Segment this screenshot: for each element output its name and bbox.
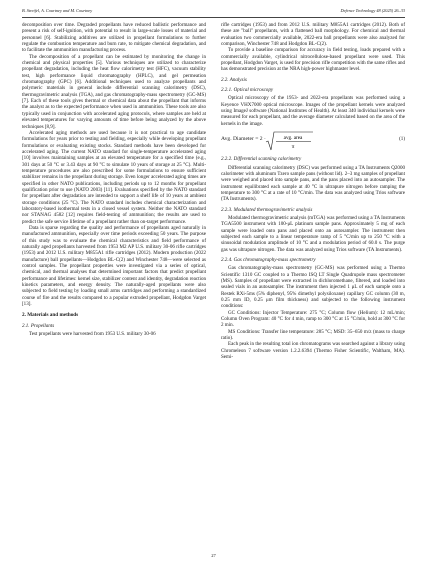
- paragraph: Test propellants were harvested from 1953 U.S. military 30-06: [29, 331, 156, 338]
- subsection-heading: 2.2.2. Differential scanning calorimetry: [221, 156, 302, 163]
- fraction-denominator: π: [291, 144, 295, 151]
- paragraph: Modulated thermogravimetric analysis (mTGA) was performed using a TA Instruments TGA5500 instrument with 100-μL platinum sample pans. Approximately 5 mg of each sample were loaded onto pans and placed onto an autosampler. The instrument then subjected each sample to a linear temperature ramp of 5 °C/min up to 250 °C with a sinusoidal modulation amplitude of 10 °C and a modulation period of 60.0 s. The purge gas was ultrapure nitrogen. The data was analyzed using Trios software (TA Instruments).: [221, 214, 405, 253]
- running-header: [22, 8, 405, 17]
- equation-lhs: Avg. Diameter = 2 ·: [221, 136, 266, 143]
- paragraph: decomposition over time. Degraded propellants have reduced ballistic performance and present a risk of self-ignition, with potential to result in large-scale losses of material and personnel [6]. Stabilizing additives are utilized in propellant formulations to further regulate the combustion temperature and burn rate, to mitigate chemical degradation, and to facilitate the ammunition manufacturing process.: [22, 22, 206, 54]
- paragraph: To provide a baseline comparison for accuracy in field testing, loads prepared with a commercially available, cylindrical nitrocellulose-based propellant were used. This propellant, Hodgdon Varget, is used for precision rifle competition with the same rifles and has demonstrated precision at the NRA high-power highmaster level.: [221, 47, 405, 73]
- equation-number: (1): [399, 136, 405, 143]
- paragraph: rifle cartridges (1953) and from 2012 U.S. military M855A1 cartridges (2012). Both of these are "ball" propellants, with a flattened ball morphology. For chemical and thermal evaluation two commercially available, 2022-era ball propellants were also analyzed for comparison, Winchester 748 and Hodgdon BL-C(2).: [221, 22, 405, 48]
- subsection-heading: 2.2.3. Modulated thermogravimetric analysis: [221, 206, 313, 213]
- paragraph: Gas chromatography-mass spectrometry (GC-MS) was performed using a Thermo Scientific 1310 GC coupled to a Thermo ISQ LT Single Quadrupole mass spectrometer (MS). Samples of propellant were extracted in dichloromethane, filtered, and loaded into sealed vials in an autosampler. The instrument then injected 1 μL of each sample onto a Restek RXi-5ms (5% diphenyl, 95% dimethyl polysiloxane) capillary GC column (30 m, 0.25 mm ID, 0.25 μm film thickness) and subjected to the following instrument conditions:: [221, 265, 405, 310]
- paragraph: Optical microscopy of the 1953- and 2022-era propellants was performed using a Keyence VHX7000 optical microscope. Images of the propellant kernels were analyzed using ImageJ software (National Institutes of Health). At least 340 individual kernels were measured for each propellant, and the average diameter calculated based on the area of the kernels in the image.: [221, 95, 405, 127]
- equation-1: [221, 130, 405, 152]
- left-column: [22, 22, 206, 338]
- right-column: [221, 22, 405, 360]
- sqrt-fraction: [265, 130, 315, 152]
- subsection-heading: 2.2. Analysis: [221, 76, 247, 83]
- subsection-heading: 2.1. Propellants: [22, 322, 55, 329]
- paragraph: Each peak in the resulting total ion chromatograms was searched against a library using Chromeleon 7 software version 1.2.2.6394 (Thermo Fisher Scientific, Waltham, MA). Semi-: [221, 341, 406, 361]
- paragraph: Differential scanning calorimetry (DSC) was performed using a TA Instruments Q2000 calorimeter with aluminum Tzero sample pans (without lid). 2–3 mg samples of propellant were weighed and placed into sample pans, and the pans placed into an autosampler. The instrument equilibrated each sample at 40 °C in ultrapure nitrogen before ramping the temperature to 300 °C at a rate of 10 °C/min. The data was analyzed using Trios software (TA Instruments).: [221, 164, 405, 203]
- paragraph: GC Conditions: Injector Temperature: 275 °C; Column flow (Helium): 12 mL/min; Column Oven Program: 40 °C for 4 min, ramp to 300 °C at 15 °C/min, hold at 300 °C for 2 min.: [221, 309, 405, 329]
- fraction-numerator: avg. area: [283, 135, 303, 142]
- paragraph: Accelerated aging methods are used because it is not practical to age candidate formulations for years prior to testing and fielding, especially while developing propellant formulations or evaluating existing stocks. Standard methods have been developed for accelerated aging. The current NATO standard for single-temperature accelerated aging [10] involves maintaining samples at an elevated temperature for a specified time (e.g., 301 days at 50 °C or 3.43 days at 90 °C to simulate 10 years of storage at 25 °C). Multi-temperature procedures are also prescribed for some formulations to ensure sufficient stabilizer remains in the propellant during storage. Even longer accelerated aging times are specified in other NATO publications, including periods up to 12 months for propellant qualification prior to use (NATO 2003) [11]. Evaluations specified by the NATO standard for propellant after degradation are intended to support a shelf life of 10 years at ambient storage conditions (25 °C). The NATO standard includes chemical characterization and laboratory-based isothermal tests in a closed vessel system. Neither the NATO standard nor STANAG 4582 [12] requires field-testing of ammunition; the results are used to predict the safe service lifetime of a propellant rather than on-target performance.: [22, 129, 206, 225]
- paragraph: The decomposition of a propellant can be estimated by monitoring the change in chemical and physical properties [5]. Various techniques are utilized to characterize propellant degradation, including the heat flow calorimetry test (HFC), vacuum stability test, high performance liquid chromatography (HPLC), and gel permeation chromatography (GPC) [6]. Additional techniques used to analyze propellants and polymeric materials in general include differential scanning calorimetry (DSC), thermogravimetric analysis (TGA), and gas chromatography-mass spectrometry (GC-MS) [7]. Each of these tools gives thermal or chemical data about the propellant that informs the analyst as to the expected performance when used in ammunition. These tools are also typically used in conjunction with accelerated aging protocols, where samples are held at elevated temperatures for varying amounts of time before being analyzed by the above techniques [8,9].: [22, 53, 206, 130]
- page-number: 27: [211, 553, 216, 558]
- header-rule: [22, 17, 405, 18]
- paragraph: MS Conditions: Transfer line temperature: 285 °C; MSD: 35–650 m/z (mass to charge ratio).: [221, 328, 405, 342]
- subsection-heading: 2.2.4. Gas chromatography-mass spectrometry: [221, 256, 316, 263]
- header-journal: Defence Technology 48 (2025) 26–33: [340, 8, 405, 13]
- header-authors: B. Streifel, A. Courtney and M. Courtney: [22, 8, 93, 13]
- subsection-heading: 2.2.1. Optical microscopy: [221, 87, 274, 94]
- paragraph: Data is sparse regarding the quality and performance of propellants aged naturally in manufactured ammunition, especially over time periods exceeding 50 years. The purpose of this study was to evaluate the chemical characteristics and field performance of naturally aged propellants harvested from 1953 M2 AP U.S. military 30-06 rifle cartridges (1953) and 2012 U.S. military M855A1 rifle cartridges (2012). Modern production (2022 manufacture) ball propellants—Hodgdon BL-C(2) and Winchester 748—were selected as control samples. The propellant properties were investigated via a series of optical, chemical, and thermal analyses that determined important factors that predict propellant performance and lifetimes: kernel size, stabilizer content and identity, degradation reaction kinetics parameters, and energy density. The naturally-aged propellants were also subjected to field testing by loading small arms cartridges and performing a standardized course of fire and the results compared to a popular extruded propellant, Hodgdon Varget [13].: [22, 225, 206, 308]
- section-heading: 2. Materials and methods: [22, 312, 79, 319]
